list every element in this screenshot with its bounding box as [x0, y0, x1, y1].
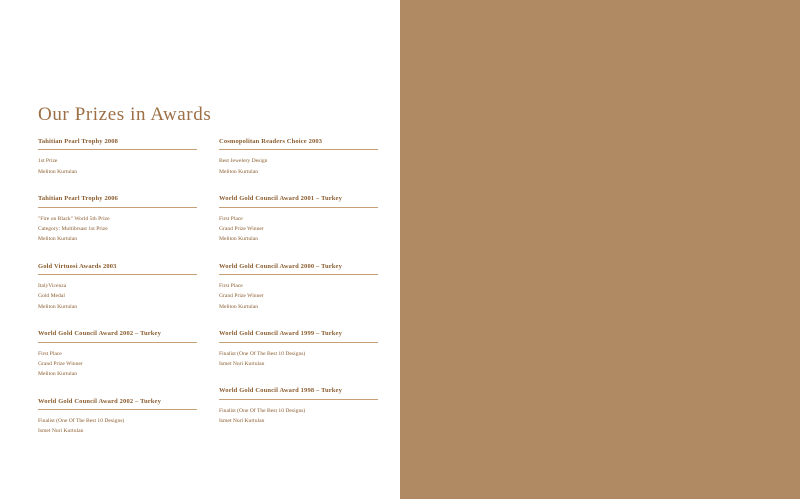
award-block [38, 263, 197, 312]
award-lines [219, 208, 378, 245]
award-line: Meliton Kurtulan [38, 236, 77, 243]
award-line: Meliton Kurtulan [38, 168, 77, 175]
award-line: "Fire on Black" World 5th Prize [38, 215, 110, 222]
award-line: Grand Prize Winner [219, 225, 264, 232]
award-line: ItalyVicenza [38, 283, 67, 290]
award-line: Meliton Kurtulan [219, 236, 258, 243]
award-line: Meliton Kurtulan [38, 303, 77, 310]
award-title: Gold Virtuosi Awards 2003 [38, 263, 197, 275]
award-line: Grand Prize Winner [219, 293, 264, 300]
awards-column-left [38, 138, 197, 455]
award-line: Category: Multibrsast 1st Prize [38, 225, 108, 232]
award-lines [38, 275, 197, 312]
page-title: Our Prizes in Awards [38, 104, 212, 125]
award-block [219, 387, 378, 426]
award-title: World Gold Council Award 2000 – Turkey [219, 263, 378, 275]
award-lines [38, 208, 197, 245]
award-line: 1st Prize [38, 158, 58, 165]
award-title: World Gold Council Award 2002 – Turkey [38, 330, 197, 342]
award-title: World Gold Council Award 2001 – Turkey [219, 195, 378, 207]
award-block [219, 263, 378, 312]
award-lines [38, 410, 197, 437]
award-line: Best Jewelery Design [219, 158, 268, 165]
award-line: Ismet Nuri Kurtulan [219, 360, 265, 367]
award-block [38, 138, 197, 177]
award-line: Ismet Nuri Kurtulan [38, 428, 84, 435]
award-title: Tahitian Pearl Trophy 2006 [38, 195, 197, 207]
award-line: Meliton Kurtulan [219, 303, 258, 310]
award-block [38, 195, 197, 244]
award-line: First Place [38, 350, 62, 357]
award-block [38, 398, 197, 437]
award-lines [38, 150, 197, 177]
award-line: Finalist (One Of The Best 10 Designs) [219, 407, 306, 414]
award-line: Finalist (One Of The Best 10 Designs) [38, 417, 125, 424]
award-block [219, 138, 378, 177]
award-line: First Place [219, 215, 243, 222]
award-title: World Gold Council Award 1999 – Turkey [219, 330, 378, 342]
award-lines [219, 343, 378, 370]
award-lines [219, 150, 378, 177]
award-lines [38, 343, 197, 380]
award-title: Cosmopolitan Readers Choice 2003 [219, 138, 378, 150]
award-line: First Place [219, 283, 243, 290]
decorative-right-panel [400, 0, 800, 499]
award-title: World Gold Council Award 2002 – Turkey [38, 398, 197, 410]
awards-column-right [219, 138, 378, 455]
award-block [219, 195, 378, 244]
award-line: Meliton Kurtulan [219, 168, 258, 175]
award-lines [219, 400, 378, 427]
award-line: Ismet Nuri Kurtulan [219, 417, 265, 424]
awards-columns [38, 138, 378, 455]
award-lines [219, 275, 378, 312]
award-line: Finalist (One Of The Best 10 Designs) [219, 350, 306, 357]
award-block [219, 330, 378, 369]
award-line: Grand Prize Winner [38, 360, 83, 367]
award-line: Meliton Kurtulan [38, 371, 77, 378]
award-title: Tahitian Pearl Trophy 2008 [38, 138, 197, 150]
award-title: World Gold Council Award 1998 – Turkey [219, 387, 378, 399]
award-line: Gold Medal [38, 293, 65, 300]
award-block [38, 330, 197, 379]
